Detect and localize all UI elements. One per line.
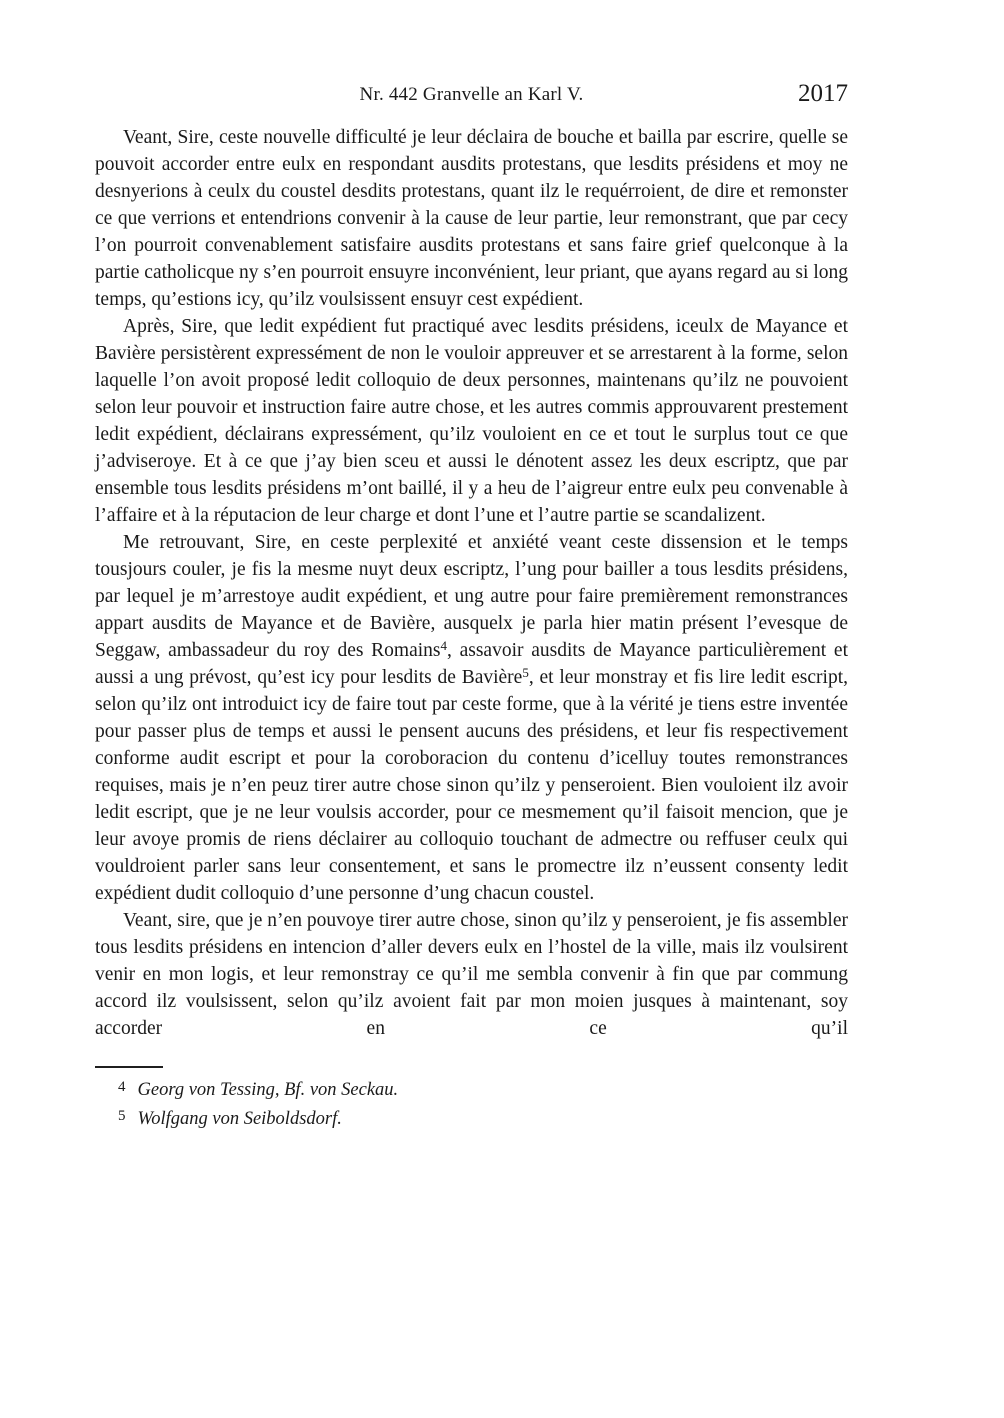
paragraph-1: Veant, Sire, ceste nouvelle difficulté je leur déclaira de bouche et bailla par escrire, quelle se pouvoit accorder entre eulx en respondant ausdits protestans, que lesdits présidens et moy ne desnyerions à ceulx du coustel desdits protestans, quant ilz le requérroient, de dire et remonster ce que verrions et entendrions convenir à la cause de leur partie, leur remonstrant, que par cecy l’on pourroit convenablement satisfaire ausdits protestans et sans faire grief quelconque à la partie catholicque ny s’en pourroit ensuyre inconvénient, leur priant, que ayans regard au si long temps, qu’estions icy, qu’ilz voulsissent ensuyr cest expédient.	[95, 127, 848, 310]
paragraph-3-segment: , et leur monstray et fis lire ledit escript, selon qu’ilz ont introduict icy de faire tout par ceste forme, que à la vérité je tiens estre inventée pour passer plus de temps et aussi le pensent aucuns des présidens, et leur fis respectivement conforme audit escript et pour la coroboracion du contenu d’icelluy toutes remonstrances requises, mais je n’en peuz tirer autre chose sinon qu’ilz y penseroient. Bien vouloient ilz avoir ledit escript, que je ne leur voulsis accorder, pour ce mesmement qu’il faisoit mencion, que je leur avoye promis de riens déclairer au colloquio touchant de admectre ou reffuser ceulx qui vouldroient parler sans leur consentement, et sans le promectre ilz n’eussent consenty ledit expédient dudit colloquio d’une personne d’ung chacun coustel.	[95, 667, 848, 904]
letter-body	[95, 124, 848, 1042]
footnote-separator-rule	[95, 1066, 163, 1068]
footnote-5	[95, 1103, 848, 1132]
paragraph-3-segment: , assavoir ausdits de Mayance particulièrement et aussi a ung prévost, qu’est icy pour lesdits de Bavière	[95, 640, 848, 688]
paragraph-3-segment: Me retrouvant, Sire, en ceste perplexité et anxiété veant ceste dissension et le temps tousjours couler, je fis la mesme nuyt deux escriptz, l’ung pour bailler a tous lesdits présidens, par lequel je m’arrestoye audit expédient, et ung autre pour faire premièrement remonstrances appart ausdits de Mayance et de Bavière, ausquelx je parla hier matin présent l’evesque de Seggaw, ambassadeur du roy des Romains	[95, 532, 848, 661]
paragraph-2: Après, Sire, que ledit expédient fut practiqué avec lesdits présidens, iceulx de Mayance et Bavière persistèrent expressément de non le vouloir appreuver et se arrestarent à la forme, selon laquelle l’on avoit proposé ledit colloquio de deux personnes, maintenans qu’ilz ne pouvoient selon leur pouvoir et instruction faire autre chose, et les autres commis approuvarent prestement ledit expédient, déclairans expressément, qu’ilz vouloient en ce et tout le surplus tout ce que j’adviseroye. Et à ce que j’ay bien sceu et aussi le dénotent assez les deux escriptz, que par ensemble tous lesdits présidens m’ont baillé, il y a heu de l’aigreur entre eulx peu convenable à l’affaire et à la réputacion de leur charge et dont l’une et l’autre partie se scandalizent.	[95, 316, 848, 526]
footnote-4	[95, 1074, 848, 1103]
footnote-5-text: Wolfgang von Seiboldsdorf.	[137, 1109, 342, 1129]
page-number: 2017	[798, 80, 848, 107]
paragraph-4: Veant, sire, que je n’en pouvoye tirer autre chose, sinon qu’ilz y penseroient, je fis assembler tous lesdits présidens en intencion d’aller devers eulx en l’hostel de la ville, mais ilz voulsirent venir en mon logis, et leur remonstray ce qu’il me sembla convenir à fin que par commung accord ilz voulsissent, selon qu’ilz avoient fait par mon moien jusques à maintenant, soy accorder en ce qu’il	[95, 910, 848, 1039]
footnote-4-text: Georg von Tessing, Bf. von Seckau.	[137, 1080, 399, 1100]
footnote-ref-4: 4	[440, 638, 447, 653]
running-header-title: Nr. 442 Granvelle an Karl V.	[359, 84, 584, 105]
paragraph-3	[95, 529, 848, 907]
footnotes-block	[95, 1066, 848, 1132]
page-header	[95, 80, 848, 108]
footnote-5-marker: 5	[118, 1108, 126, 1124]
footnote-ref-5: 5	[522, 665, 529, 680]
footnote-4-marker: 4	[118, 1079, 126, 1095]
